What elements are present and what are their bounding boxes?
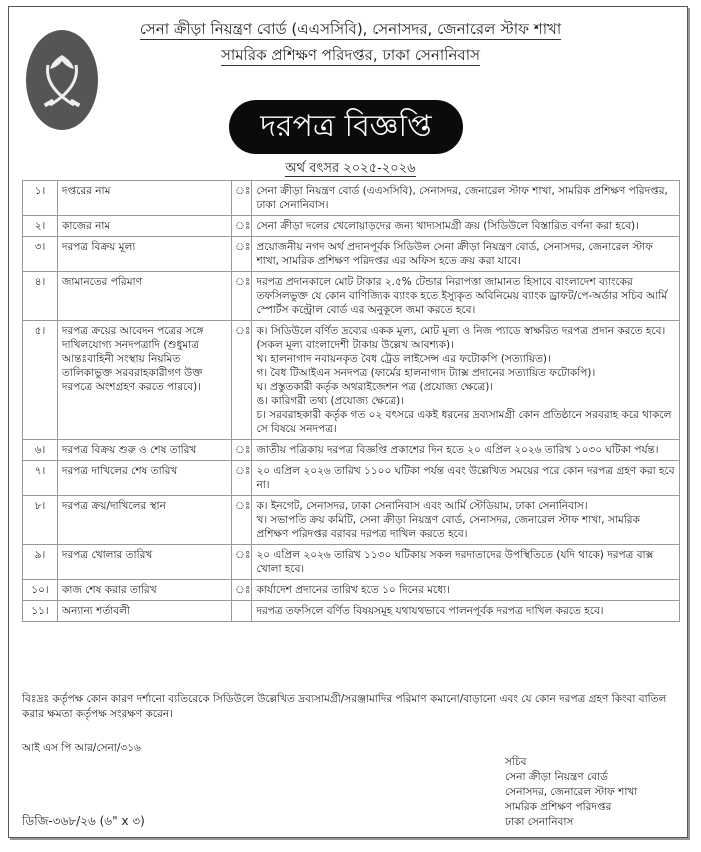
header-line-2: সামরিক প্রশিক্ষণ পরিদপ্তর, ঢাকা সেনানিবাস <box>220 46 481 64</box>
row-colon: ঃ <box>232 545 252 580</box>
table-row <box>23 181 680 216</box>
row-colon <box>232 601 252 622</box>
value-line: কার্যাদেশ প্রদানের তারিখ হতে ১০ দিনের মধ্যে। <box>256 584 450 596</box>
value-line: দরপত্র প্রদানকালে মোট টাকার ২.৫% টেন্ডার নিরাপত্তা জামানত হিসাবে বাংলাদেশ ব্যাংকের তফসিলভুক্ত যে কোন বাণিজ্যিক ব্যাংক হতে ইস্যুকৃত অবিনিমেয় ব্যাংক ড্রাফট/পে-অর্ডার সচিব আর্মি স্পোর্টস কন্ট্রোল বোর্ড এর অনুকূলে জমা করতে হবে। <box>256 276 668 316</box>
signature-line: সেনা ক্রীড়া নিয়ন্ত্রণ বোর্ড <box>505 771 608 783</box>
table-row <box>23 272 680 321</box>
signature-line: ঢাকা সেনানিবাস <box>505 816 574 828</box>
row-value <box>252 272 680 321</box>
row-label: দপ্তরের নাম <box>58 181 232 216</box>
row-colon: ঃ <box>232 272 252 321</box>
row-number: ৯। <box>23 545 58 580</box>
value-line: ২০ এপ্রিল ২০২৬ তারিখ ১১৩০ ঘটিকায় সকল দরদাতাদের উপস্থিতিতে (যদি থাকে) দরপত্র বাক্স খোলা হবে। <box>256 549 654 575</box>
table-row <box>23 461 680 496</box>
row-value <box>252 496 680 545</box>
row-colon: ঃ <box>232 440 252 461</box>
value-line: সেনা ক্রীড়া নিয়ন্ত্রণ বোর্ড (এএসসিবি), সেনাসদর, জেনারেল স্টাফ শাখা, সামরিক প্রশিক্ষণ পরিদপ্তর, ঢাকা সেনানিবাস। <box>256 185 668 211</box>
row-label: দরপত্র ক্রয়/দাখিলের স্থান <box>58 496 232 545</box>
row-label: জামানতের পরিমাণ <box>58 272 232 321</box>
row-number: ১। <box>23 181 58 216</box>
row-colon: ঃ <box>232 461 252 496</box>
value-line: সেনা ক্রীড়া দলের খেলোয়াড়দের জন্য খাদ্যসামগ্রী ক্রয় (সিডিউলে বিস্তারিত বর্ণনা করা হবে)। <box>256 220 639 232</box>
row-label: কাজ শেষ করার তারিখ <box>58 580 232 601</box>
row-value <box>252 461 680 496</box>
fiscal-year: অর্থ বৎসর ২০২৫-২০২৬ <box>285 161 416 176</box>
row-label: দরপত্র বিক্রয় মূল্য <box>58 237 232 272</box>
signature-line: সেনাসদর, জেনারেল স্টাফ শাখা <box>505 786 638 798</box>
notice-title: দরপত্র বিজ্ঞপ্তি <box>229 100 463 154</box>
table-row <box>23 496 680 545</box>
reference-number: আই এস পি আর/সেনা/৩১৬ <box>22 742 141 754</box>
row-number: ৪। <box>23 272 58 321</box>
row-number: ৩। <box>23 237 58 272</box>
table-row <box>23 440 680 461</box>
row-label: দরপত্র বিক্রয় শুরু ও শেষ তারিখ <box>58 440 232 461</box>
row-value <box>252 216 680 237</box>
signature-line: সচিব <box>505 756 527 768</box>
row-number: ১১। <box>23 601 58 622</box>
row-label: কাজের নাম <box>58 216 232 237</box>
value-line: চ। সরবরাহকারী কর্তৃক গত ০২ বৎসরে একই ধরনের দ্রব্যসামগ্রী কোন প্রতিষ্ঠানে সরবরাহ করে থাকলে সে বিষয়ে সনদপত্র। <box>256 409 672 435</box>
signature-line: সামরিক প্রশিক্ষণ পরিদপ্তর <box>505 801 612 813</box>
value-line: জাতীয় পত্রিকায় দরপত্র বিজ্ঞপ্তি প্রকাশের দিন হতে ২০ এপ্রিল ২০২৬ তারিখ ১০৩০ ঘটিকা পর্যন্ত। <box>256 444 659 456</box>
table-row <box>23 601 680 622</box>
value-line: খ। সভাপতি ক্রয় কমিটি, সেনা ক্রীড়া নিয়ন্ত্রণ বোর্ড, সেনাসদর, জেনারেল স্টাফ শাখা, সামরিক প্রশিক্ষণ পরিদপ্তর বরাবর দরপত্র দাখিল করতে হবে। <box>256 514 640 540</box>
row-value <box>252 580 680 601</box>
value-line: ২০ এপ্রিল ২০২৬ তারিখ ১১০০ ঘটিকা পর্যন্ত এবং উল্লেখিত সময়ের পরে কোন দরপত্র গ্রহণ করা হবে না। <box>256 465 675 491</box>
row-label: দরপত্র ক্রয়ের আবেদন পত্রের সঙ্গে দাখিলযোগ্য সনদপত্রাদি (শুধুমাত্র আন্তঃবাহিনী সংস্থায় নিয়মিত তালিকাভুক্ত সরবরাহকারীগণ উক্ত দরপত্রে অংশগ্রহণ করতে পারবে)। <box>58 321 232 440</box>
row-colon: ঃ <box>232 496 252 545</box>
value-line: খ। হালনাগাদ নবায়নকৃত বৈধ ট্রেড লাইসেন্স এর ফটোকপি (সত্যায়িত)। <box>256 353 551 365</box>
row-colon: ঃ <box>232 321 252 440</box>
row-number: ৭। <box>23 461 58 496</box>
value-line: ঘ। প্রস্তুতকারী কর্তৃক অথরাইজেশন পত্র (প্রযোজ্য ক্ষেত্রে)। <box>256 381 494 393</box>
row-label: দরপত্র খোলার তারিখ <box>58 545 232 580</box>
row-value <box>252 545 680 580</box>
dg-code: ডিজি-৩৬৮/২৬ (৬" x ৩) <box>22 814 145 828</box>
row-colon: ঃ <box>232 181 252 216</box>
value-line: প্রয়োজনীয় নগদ অর্থ প্রদানপূর্বক সিডিউল সেনা ক্রীড়া নিয়ন্ত্রণ বোর্ড, সেনাসদর, জেনারেল স্টাফ শাখা, সামরিক প্রশিক্ষণ পরিদপ্তর এর অফিস হতে ক্রয় করা যাবে। <box>256 241 653 267</box>
row-colon: ঃ <box>232 216 252 237</box>
row-value <box>252 601 680 622</box>
value-line: ক। সিডিউলে বর্ণিত দ্রব্যের একক মূল্য, মোট মূল্য ও নিজ প্যাডে স্বাক্ষরিত দরপত্র প্রদান করতে হবে। (সকল মূল্য বাংলাদেশী টাকায় উল্লেখ আবশ্যক)। <box>256 325 666 351</box>
tender-details-table <box>22 180 680 622</box>
row-value <box>252 181 680 216</box>
value-line: দরপত্র তফসিলে বর্ণিত বিষয়সমূহ যথাযথভাবে পালনপূর্বক দরপত্র দাখিল করতে হবে। <box>256 605 604 617</box>
table-row <box>23 545 680 580</box>
row-value <box>252 440 680 461</box>
row-number: ৮। <box>23 496 58 545</box>
header-line-1: সেনা ক্রীড়া নিয়ন্ত্রণ বোর্ড (এএসসিবি), সেনাসদর, জেনারেল স্টাফ শাখা <box>139 20 562 38</box>
signature-block <box>505 755 637 830</box>
row-colon: ঃ <box>232 237 252 272</box>
row-number: ২। <box>23 216 58 237</box>
table-row <box>23 216 680 237</box>
value-line: ঙ। কারিগরী তথ্য (প্রযোজ্য ক্ষেত্রে)। <box>256 395 405 407</box>
row-value <box>252 237 680 272</box>
value-line: ক। ইনগেট, সেনাসদর, ঢাকা সেনানিবাস এবং আর্মি স্টেডিয়াম, ঢাকা সেনানিবাস। <box>256 500 588 512</box>
table-row <box>23 321 680 440</box>
row-number: ৬। <box>23 440 58 461</box>
row-label: অন্যান্য শর্তাবলী <box>58 601 232 622</box>
row-colon: ঃ <box>232 580 252 601</box>
row-number: ১০। <box>23 580 58 601</box>
row-value <box>252 321 680 440</box>
value-line: গ। বৈধ টিআইএন সনদপত্র (ফার্মের হালনাগাদ ট্যাক্স প্রদানের সত্যায়িত ফটোকপি)। <box>256 367 596 379</box>
note: বিঃদ্রঃ কর্তৃপক্ষ কোন কারণ দর্শানো ব্যতিরেকে সিডিউলে উল্লেখিত দ্রব্যসামগ্রী/সরঞ্জামাদির পরিমাণ কমানো/বাড়ানো এবং যে কোন দরপত্র গ্রহণ কিংবা বাতিল করার ক্ষমতা কর্তৃপক্ষ সংরক্ষণ করেন। <box>22 693 667 720</box>
row-label: দরপত্র দাখিলের শেষ তারিখ <box>58 461 232 496</box>
table-row <box>23 237 680 272</box>
row-number: ৫। <box>23 321 58 440</box>
table-row <box>23 580 680 601</box>
